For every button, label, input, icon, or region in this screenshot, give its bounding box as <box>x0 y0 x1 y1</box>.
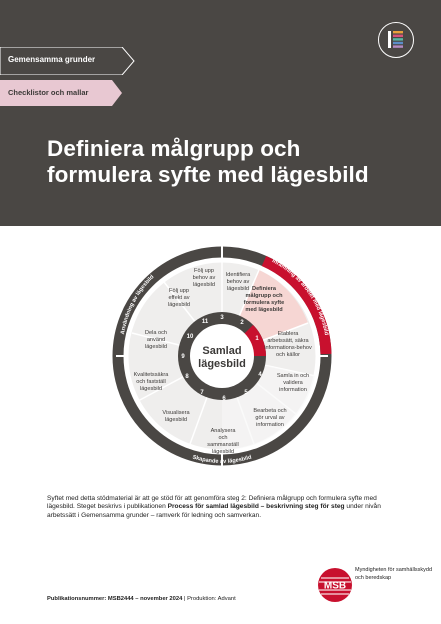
description-text-before: Syftet med detta stödmaterial är att ge stöd för att genomföra steg 2: Definiera målgrupp och formulera syfte med lägesbild. Steget beskrivs i publikationen <box>47 495 377 511</box>
step-number-5: 5 <box>244 390 248 396</box>
subcategory-tag-label: Checklistor och mallar <box>8 88 89 97</box>
step-number-4: 4 <box>258 372 262 378</box>
title-line-2: formulera syfte med lägesbild <box>47 162 369 187</box>
sector-label-9 <box>145 330 167 350</box>
outer-label-skapande: Skapande av lägesbild <box>191 454 253 465</box>
sector-label-11 <box>193 268 216 288</box>
step-number-3: 3 <box>220 315 224 321</box>
step-number-1: 1 <box>255 336 259 342</box>
description <box>47 495 397 520</box>
footer-separator: | <box>183 596 188 602</box>
publication-number: Publikationsnummer: MSB2444 – november 2024 <box>47 596 183 602</box>
svg-text:Etableraarbetssätt, säkrainfor: Etablera arbetssätt, säkra informations-behov och källor <box>264 331 312 358</box>
production-credit: Produktion: Advant <box>187 596 236 602</box>
agency-name: Myndigheten för samhällsskydd och beredskap <box>355 567 433 581</box>
outer-label-anvandning: Användning av lägesbild <box>120 274 156 335</box>
step-number-7: 7 <box>200 390 204 396</box>
msb-logo <box>316 566 354 604</box>
outer-label-inramning: Inramning av arbetet med lägesbild <box>270 258 330 336</box>
page-title <box>47 136 427 188</box>
description-text-after: under nivån arbetssätt i Gemensamma grunder – ramverk för ledning och samverkan. <box>47 503 381 519</box>
process-wheel <box>104 228 340 476</box>
sector-label-6 <box>207 428 238 455</box>
step-number-9: 9 <box>181 354 185 360</box>
svg-text:Visualiseralägesbild: Visualisera lägesbild <box>162 410 190 423</box>
category-tag[interactable] <box>0 47 136 75</box>
hero-banner <box>0 0 441 226</box>
outer-label-behov: Behov av lägesbild <box>195 240 249 251</box>
svg-text:Dela ochanvändlägesbild: Dela och använd lägesbild <box>144 330 168 350</box>
step-number-2: 2 <box>240 320 244 326</box>
sector-label-5 <box>253 408 286 428</box>
footer <box>47 596 236 602</box>
list-icon-graphic <box>379 23 412 56</box>
svg-text:Samla in ochvaliderainformatio: Samla in och validera information <box>276 373 310 393</box>
svg-text:Identifierabehov avlägesbild: Identifiera behov av lägesbild <box>225 272 251 292</box>
center-label-2: lägesbild <box>198 358 246 370</box>
center-label-1: Samlad <box>202 345 242 357</box>
title-line-1: Definiera målgrupp och <box>47 136 301 161</box>
svg-text:Följ uppbehov avlägesbild: Följ upp behov av lägesbild <box>192 268 216 288</box>
svg-text:Analyseraochsammanställlägesbi: Analysera och sammanställ lägesbild <box>207 428 239 455</box>
sector-label-7 <box>162 410 190 423</box>
sector-label-10 <box>168 288 190 308</box>
step-number-8: 8 <box>185 374 189 380</box>
description-bold: Process för samlad lägesbild – beskrivning steg för steg <box>167 503 345 511</box>
sector-label-3 <box>226 272 251 292</box>
step-number-11: 11 <box>201 319 209 325</box>
svg-text:Bearbeta ochgör urval avinform: Bearbeta och gör urval av information <box>253 408 287 428</box>
svg-text:Kvalitetssäkraoch fastställläg: Kvalitetssäkra och fastställ lägesbild <box>133 372 169 392</box>
svg-text:Definieramålgrupp ochformulera: Definiera målgrupp och formulera syfte med lägesbild <box>243 286 285 313</box>
step-number-10: 10 <box>186 334 194 340</box>
list-icon[interactable] <box>378 22 414 58</box>
svg-text:Följ uppeffekt avlägesbild: Följ upp effekt av lägesbild <box>167 288 191 308</box>
category-tag-label: Gemensamma grunder <box>8 55 96 64</box>
subcategory-tag[interactable] <box>0 80 124 106</box>
msb-logo-text: MSB <box>323 580 347 592</box>
step-number-6: 6 <box>222 396 226 402</box>
